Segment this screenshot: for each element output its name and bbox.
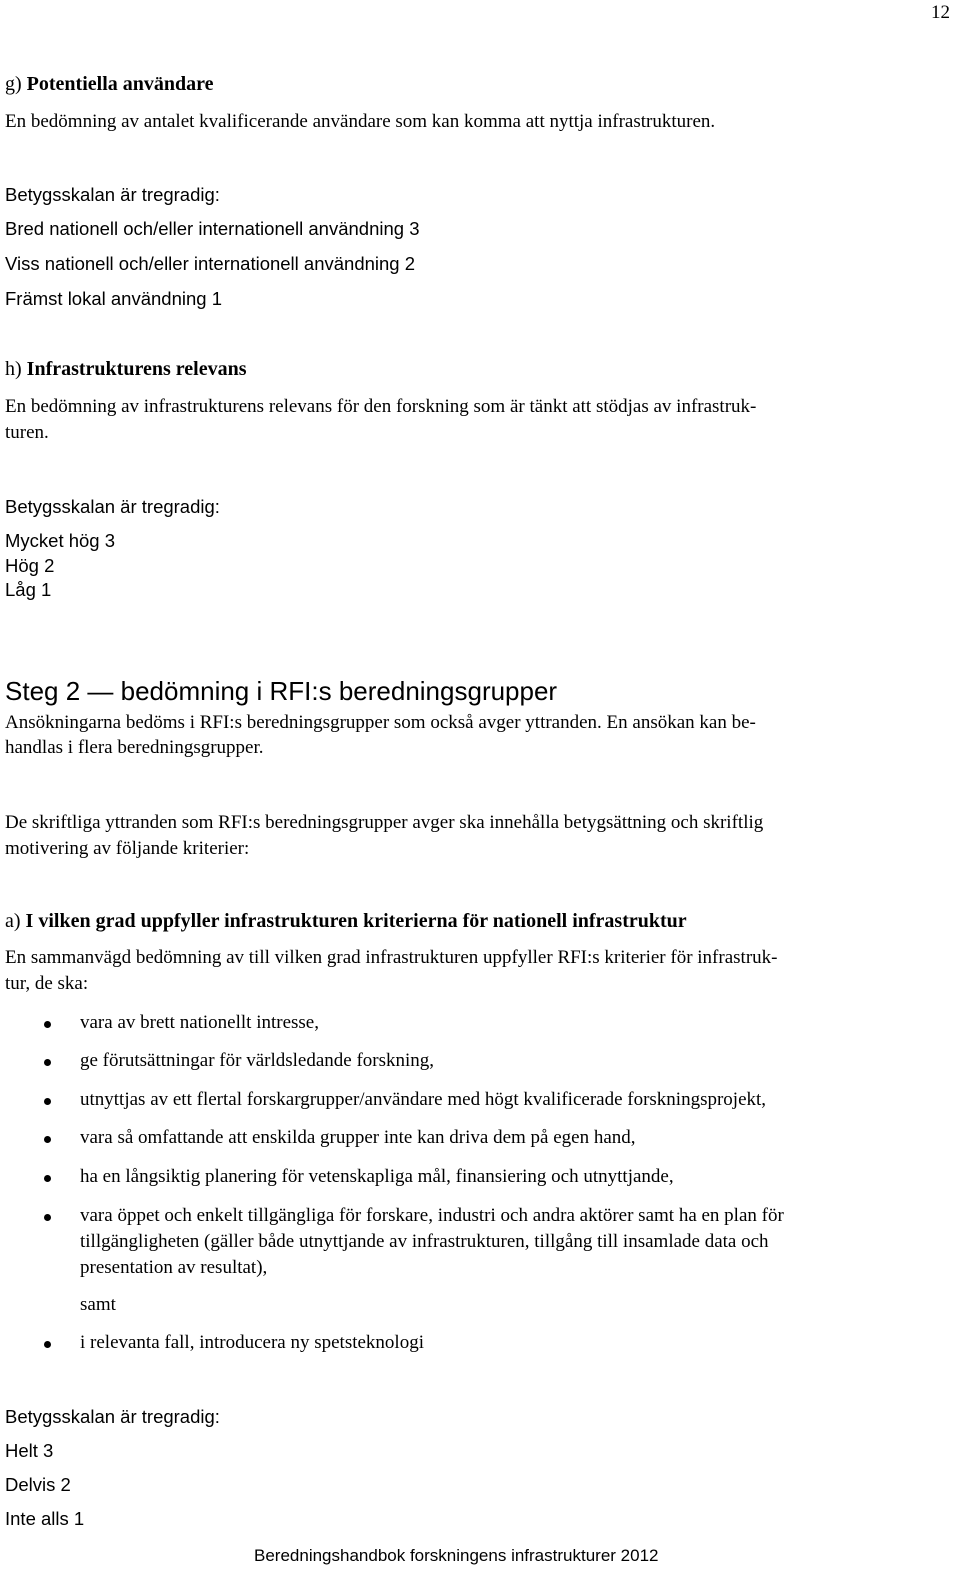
step2-title: Steg 2 — bedömning i RFI:s beredningsgrupper	[5, 676, 558, 706]
criteria-list-item-continuation: tillgängligheten (gäller både utnyttjande av infrastrukturen, tillgång till insamlade data och	[80, 1231, 769, 1252]
section-a-description-line2: tur, de ska:	[5, 973, 89, 994]
page-number: 12	[931, 2, 950, 23]
section-g-scale-item: Främst lokal användning 1	[5, 288, 222, 309]
criteria-list-samt: samt	[80, 1294, 116, 1315]
section-h-scale-item: Hög 2	[5, 555, 55, 576]
step2-paragraph1-line1: Ansökningarna bedöms i RFI:s beredningsgrupper som också avger yttranden. En ansökan kan be-	[5, 712, 756, 733]
section-g-scale-item: Viss nationell och/eller internationell användning 2	[5, 253, 416, 274]
criteria-list-item: utnyttjas av ett flertal forskargrupper/användare med högt kvalificerade forskningsprojekt,	[80, 1089, 767, 1110]
section-h-scale-item: Låg 1	[5, 579, 52, 600]
criteria-list-item: ge förutsättningar för världsledande forskning,	[80, 1050, 435, 1071]
section-g-prefix: g)	[5, 73, 27, 95]
page-footer: Beredningshandbok forskningens infrastrukturer 2012	[254, 1546, 659, 1565]
bullet-icon	[44, 1021, 51, 1028]
section-a-scale-item: Delvis 2	[5, 1474, 71, 1495]
section-h-description-line2: turen.	[5, 422, 49, 443]
bullet-icon	[44, 1341, 51, 1348]
section-h-prefix: h)	[5, 358, 27, 380]
bullet-icon	[44, 1136, 51, 1143]
section-g-heading	[5, 73, 214, 96]
section-a-title: I vilken grad uppfyller infrastrukturen kriterierna för nationell infrastruktur	[25, 910, 687, 932]
criteria-list-item: ha en långsiktig planering för vetenskapliga mål, finansiering och utnyttjande,	[80, 1166, 674, 1187]
criteria-list-item: i relevanta fall, introducera ny spetsteknologi	[80, 1332, 424, 1353]
section-h-title: Infrastrukturens relevans	[26, 358, 247, 380]
section-a-description-line1: En sammanvägd bedömning av till vilken grad infrastrukturen uppfyller RFI:s kriterier för infrastruk-	[5, 947, 778, 968]
criteria-list-item-continuation: presentation av resultat),	[80, 1257, 268, 1278]
step2-paragraph2-line1: De skriftliga yttranden som RFI:s beredningsgrupper avger ska innehålla betygsättning och skriftlig	[5, 812, 764, 833]
criteria-list-item: vara av brett nationellt intresse,	[80, 1012, 319, 1033]
bullet-icon	[44, 1175, 51, 1182]
section-h-description-line1: En bedömning av infrastrukturens relevans för den forskning som är tänkt att stödjas av infrastruk-	[5, 396, 757, 417]
bullet-icon	[44, 1214, 51, 1221]
section-g-title: Potentiella användare	[26, 73, 214, 95]
section-a-scale-intro: Betygsskalan är tregradig:	[5, 1406, 220, 1427]
bullet-icon	[44, 1059, 51, 1066]
section-h-scale-item: Mycket hög 3	[5, 530, 116, 551]
criteria-list-item: vara så omfattande att enskilda grupper inte kan driva dem på egen hand,	[80, 1127, 636, 1148]
section-a-prefix: a)	[5, 910, 26, 932]
section-a-scale-item: Helt 3	[5, 1440, 54, 1461]
section-a-scale-item: Inte alls 1	[5, 1508, 85, 1529]
section-g-description: En bedömning av antalet kvalificerande användare som kan komma att nyttja infrastrukturen.	[5, 111, 716, 132]
section-h-scale-intro: Betygsskalan är tregradig:	[5, 496, 220, 517]
section-h-heading	[5, 358, 247, 381]
step2-paragraph2-line2: motivering av följande kriterier:	[5, 838, 250, 859]
section-a-heading	[5, 910, 687, 933]
section-g-scale-item: Bred nationell och/eller internationell användning 3	[5, 218, 420, 239]
criteria-list-item: vara öppet och enkelt tillgängliga för forskare, industri och andra aktörer samt ha en plan för	[80, 1205, 784, 1226]
section-g-scale-intro: Betygsskalan är tregradig:	[5, 184, 220, 205]
bullet-icon	[44, 1098, 51, 1105]
step2-paragraph1-line2: handlas i flera beredningsgrupper.	[5, 737, 264, 758]
